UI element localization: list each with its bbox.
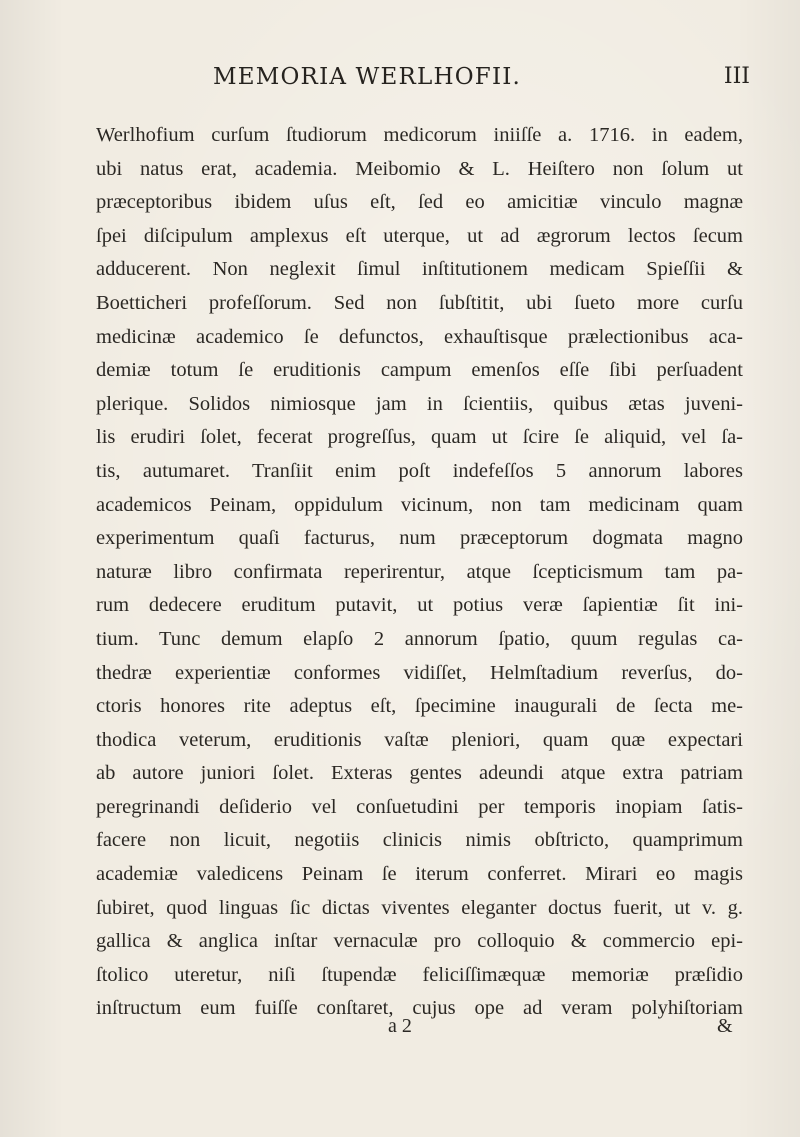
body-text xyxy=(96,119,743,1026)
text-line: Werlhofium curſum ſtudiorum medicorum iniiſſe a. 1716. in eadem, xyxy=(96,124,743,146)
text-line: adducerent. Non neglexit ſimul inſtitutionem medicam Spieſſii & xyxy=(96,258,743,281)
text-line: gallica & anglica inſtar vernaculæ pro colloquio & commercio epi- xyxy=(96,930,743,953)
page-footer xyxy=(0,1015,800,1045)
text-line: ab autore juniori ſolet. Exteras gentes adeundi atque extra patriam xyxy=(96,762,743,785)
text-line: præceptoribus ibidem uſus eſt, ſed eo amicitiæ vinculo magnæ xyxy=(96,191,743,214)
text-line: tis, autumaret. Tranſiit enim poſt indefeſſos 5 annorum labores xyxy=(96,459,743,482)
running-title: MEMORIA WERLHOFII. xyxy=(213,64,522,90)
text-line: medicinæ academico ſe defunctos, exhauſtisque prælectionibus aca- xyxy=(96,325,743,348)
text-line: ctoris honores rite adeptus eſt, ſpecimine inaugurali de ſecta me- xyxy=(96,695,743,718)
running-head xyxy=(0,64,800,98)
text-line: thedræ experientiæ conformes vidiſſet, Helmſtadium reverſus, do- xyxy=(96,661,743,684)
text-line: experimentum quaſi facturus, num præceptorum dogmata magno xyxy=(96,527,743,550)
text-line: lis erudiri ſolet, fecerat progreſſus, quam ut ſcire ſe aliquid, vel ſa- xyxy=(96,426,743,449)
text-line: ſubiret, quod linguas ſic dictas viventes eleganter doctus fuerit, ut v. g. xyxy=(96,896,743,919)
text-line: ubi natus erat, academia. Meibomio & L. Heiſtero non ſolum ut xyxy=(96,157,743,180)
text-line: plerique. Solidos nimiosque jam in ſcientiis, quibus ætas juveni- xyxy=(96,392,743,415)
text-line: ſpei diſcipulum amplexus eſt uterque, ut ad ægrorum lectos ſecum xyxy=(96,224,743,247)
text-line: academiæ valedicens Peinam ſe iterum conferret. Mirari eo magis xyxy=(96,863,743,886)
text-line: ſtolico uteretur, niſi ſtupendæ feliciſſimæquæ memoriæ præſidio xyxy=(96,963,743,986)
text-line: tium. Tunc demum elapſo 2 annorum ſpatio, quum regulas ca- xyxy=(96,627,743,650)
text-line: Boetticheri profeſſorum. Sed non ſubſtitit, ubi ſueto more curſu xyxy=(96,291,743,314)
signature-mark: a 2 xyxy=(388,1015,412,1037)
page-number: III xyxy=(723,64,750,89)
text-line: inſtructum eum fuiſſe conſtaret, cujus ope ad veram polyhiſtoriam xyxy=(96,997,743,1020)
text-line: rum dedecere eruditum putavit, ut potius veræ ſapientiæ ſit ini- xyxy=(96,594,743,617)
text-line: academicos Peinam, oppidulum vicinum, non tam medicinam quam xyxy=(96,493,743,516)
text-line: thodica veterum, eruditionis vaſtæ pleniori, quam quæ expectari xyxy=(96,728,743,751)
text-line: naturæ libro confirmata reperirentur, atque ſcepticismum tam pa- xyxy=(96,560,743,583)
text-line: peregrinandi deſiderio vel conſuetudini per temporis inopiam ſatis- xyxy=(96,795,743,818)
text-line: demiæ totum ſe eruditionis campum emenſos eſſe ſibi perſuadent xyxy=(96,359,743,382)
text-line: facere non licuit, negotiis clinicis nimis obſtricto, quamprimum xyxy=(96,829,743,852)
catchword: & xyxy=(717,1015,733,1037)
